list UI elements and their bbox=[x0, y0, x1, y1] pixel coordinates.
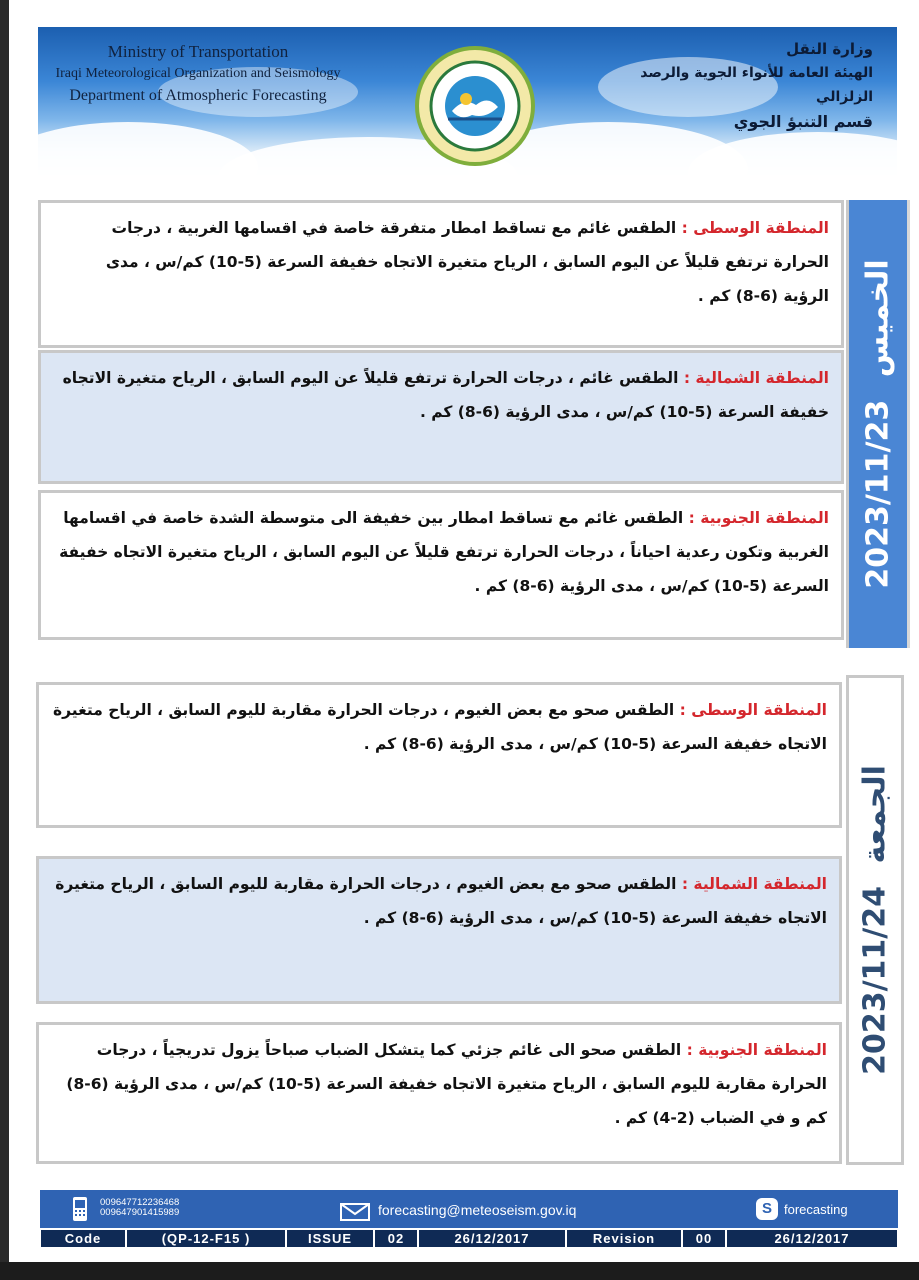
region-forecast-text: الطقس صحو الى غائم جزئي كما يتشكل الضباب صباحاً يزول تدريجياً ، درجات الحرارة مقاربة لليوم السابق ، الرياح متغيرة الاتجاه خفيفة السرعة (5-10) كم/س ، مدى الرؤية (6-8) كم و في الضباب (2-4) كم . bbox=[66, 1041, 827, 1127]
region-forecast-text: الطقس غائم مع تساقط امطار بين خفيفة الى متوسطة الشدة خاصة في اقسامها الغربية وتكون رعدية احياناً ، درجات الحرارة ترتفع قليلاً عن اليوم السابق ، الرياح متغيرة الاتجاه خفيفة السرعة (5-10) كم/س ، مدى الرؤية (6-8) كم . bbox=[59, 509, 829, 595]
day-label bbox=[858, 759, 893, 1081]
region-forecast-box: المنطقة الوسطى : الطقس صحو مع بعض الغيوم ، درجات الحرارة مقاربة لليوم السابق ، الرياح متغيرة الاتجاه خفيفة السرعة (5-10) كم/س ، مدى الرؤية (6-8) كم . bbox=[36, 682, 842, 828]
day-label bbox=[861, 253, 896, 594]
phone-number[interactable]: 009647901415989 bbox=[100, 1207, 180, 1218]
day-date-bar bbox=[846, 675, 904, 1165]
document-code-row bbox=[40, 1228, 898, 1248]
region-forecast-box: المنطقة الشمالية : الطقس غائم ، درجات الحرارة ترتفع قليلاً عن اليوم السابق ، الرياح متغيرة الاتجاه خفيفة السرعة (5-10) كم/س ، مدى الرؤية (6-8) كم . bbox=[38, 350, 844, 484]
revision-value: 00 bbox=[682, 1228, 726, 1248]
day-date-bar bbox=[846, 200, 910, 648]
region-name: المنطقة الوسطى bbox=[693, 219, 829, 237]
header-arabic-text bbox=[613, 37, 873, 135]
forecast-date: 2023/11/24 bbox=[857, 885, 893, 1075]
bottom-page-edge bbox=[0, 1262, 919, 1280]
code-label: Code bbox=[40, 1228, 126, 1248]
region-name: المنطقة الشمالية bbox=[693, 875, 827, 893]
region-name: المنطقة الوسطى bbox=[691, 701, 827, 719]
ministry-name-en: Ministry of Transportation bbox=[107, 42, 289, 61]
header-english-text bbox=[38, 41, 358, 107]
meteorological-organization-logo bbox=[414, 45, 536, 167]
cloud-decoration bbox=[688, 132, 897, 182]
region-forecast-box: المنطقة الجنوبية : الطقس صحو الى غائم جزئي كما يتشكل الضباب صباحاً يزول تدريجياً ، درجات الحرارة مقاربة لليوم السابق ، الرياح متغيرة الاتجاه خفيفة السرعة (5-10) كم/س ، مدى الرؤية (6-8) كم و في الضباب (2-4) كم . bbox=[36, 1022, 842, 1164]
region-name: المنطقة الشمالية bbox=[695, 369, 829, 387]
issue-value: 02 bbox=[374, 1228, 418, 1248]
forecast-date: 2023/11/23 bbox=[860, 399, 896, 589]
region-forecast-text: الطقس صحو مع بعض الغيوم ، درجات الحرارة مقاربة لليوم السابق ، الرياح متغيرة الاتجاه خفيفة السرعة (5-10) كم/س ، مدى الرؤية (6-8) كم . bbox=[53, 701, 827, 753]
ministry-name-ar: وزارة النقل bbox=[786, 40, 873, 58]
phone-number[interactable]: 009647712236468 bbox=[100, 1197, 180, 1208]
region-forecast-box: المنطقة الجنوبية : الطقس غائم مع تساقط امطار بين خفيفة الى متوسطة الشدة خاصة في اقسامها الغربية وتكون رعدية احياناً ، درجات الحرارة ترتفع قليلاً عن اليوم السابق ، الرياح متغيرة الاتجاه خفيفة السرعة (5-10) كم/س ، مدى الرؤية (6-8) كم . bbox=[38, 490, 844, 640]
revision-date: 26/12/2017 bbox=[726, 1228, 898, 1248]
weekday: الخميس bbox=[860, 259, 896, 378]
region-name: المنطقة الجنوبية bbox=[698, 1041, 827, 1059]
region-forecast-text: الطقس غائم ، درجات الحرارة ترتفع قليلاً عن اليوم السابق ، الرياح متغيرة الاتجاه خفيفة السرعة (5-10) كم/س ، مدى الرؤية (6-8) كم . bbox=[62, 369, 829, 421]
weekday: الجمعة bbox=[857, 765, 893, 864]
contact-footer bbox=[40, 1190, 898, 1248]
organization-name-en: Iraqi Meteorological Organization and Seismology bbox=[55, 66, 341, 81]
issue-date: 26/12/2017 bbox=[418, 1228, 566, 1248]
region-name: المنطقة الجنوبية bbox=[700, 509, 829, 527]
organization-name-ar: الهيئة العامة للأنواء الجوية والرصد الزلزالي bbox=[640, 65, 873, 105]
skype-icon: S bbox=[756, 1198, 778, 1220]
revision-label: Revision bbox=[566, 1228, 682, 1248]
envelope-icon bbox=[340, 1203, 370, 1221]
skype-handle[interactable]: forecasting bbox=[784, 1202, 848, 1217]
phone-icon bbox=[72, 1196, 88, 1222]
left-page-edge bbox=[0, 0, 9, 1280]
region-forecast-text: الطقس صحو مع بعض الغيوم ، درجات الحرارة مقاربة لليوم السابق ، الرياح متغيرة الاتجاه خفيفة السرعة (5-10) كم/س ، مدى الرؤية (6-8) كم . bbox=[55, 875, 827, 927]
letterhead-banner bbox=[38, 27, 897, 182]
region-forecast-text: الطقس غائم مع تساقط امطار متفرقة خاصة في اقسامها الغربية ، درجات الحرارة ترتفع قليلاً عن اليوم السابق ، الرياح متغيرة الاتجاه خفيفة السرعة (5-10) كم/س ، مدى الرؤية (6-8) كم . bbox=[105, 219, 829, 305]
issue-label: ISSUE bbox=[286, 1228, 374, 1248]
code-value: (QP-12-F15 ) bbox=[126, 1228, 286, 1248]
department-name-en: Department of Atmospheric Forecasting bbox=[69, 87, 327, 104]
department-name-ar: قسم التنبؤ الجوي bbox=[733, 112, 873, 131]
email-link[interactable]: forecasting@meteoseism.gov.iq bbox=[378, 1202, 577, 1218]
phone-numbers bbox=[100, 1198, 179, 1218]
region-forecast-box: المنطقة الشمالية : الطقس صحو مع بعض الغيوم ، درجات الحرارة مقاربة لليوم السابق ، الرياح متغيرة الاتجاه خفيفة السرعة (5-10) كم/س ، مدى الرؤية (6-8) كم . bbox=[36, 856, 842, 1004]
region-forecast-box: المنطقة الوسطى : الطقس غائم مع تساقط امطار متفرقة خاصة في اقسامها الغربية ، درجات الحرارة ترتفع قليلاً عن اليوم السابق ، الرياح متغيرة الاتجاه خفيفة السرعة (5-10) كم/س ، مدى الرؤية (6-8) كم . bbox=[38, 200, 844, 348]
